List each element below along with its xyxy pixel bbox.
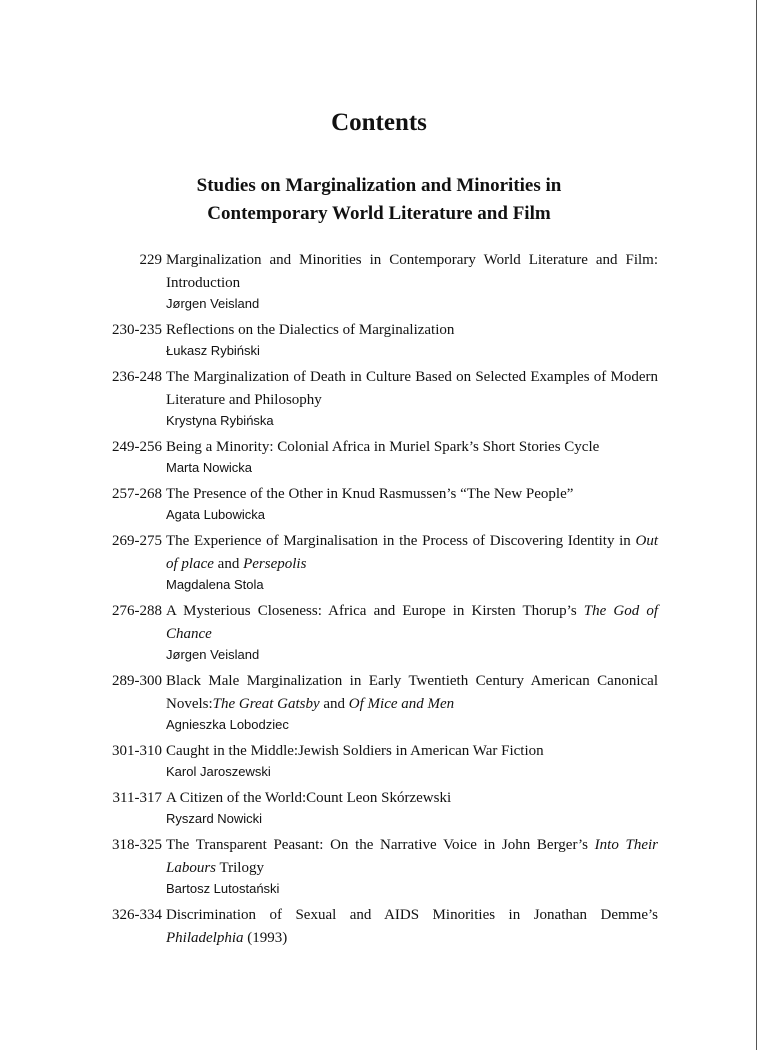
toc-entry-title-italic: Philadelphia [166,930,244,946]
toc-entry-title-text: Reflections on the Dialectics of Marginalization [166,322,455,338]
toc-entry-title-italic: Out of place [166,533,658,572]
toc-entry [96,834,658,898]
toc-entry-title-text: (1993) [243,930,288,946]
toc-entry [96,787,658,828]
toc-entry-pages: 236-248 [112,369,162,385]
toc-entry-title-italic: Into Their Labours [166,837,658,876]
toc-entry-title-italic: The God of Chance [166,603,659,642]
toc-entry-title [166,834,658,880]
page-title: Contents [331,109,427,136]
toc-entry-title [166,483,658,506]
toc-entry-title [166,319,658,342]
toc-entry [96,483,658,524]
toc-entry [96,249,658,313]
section-heading-line-2: Contemporary World Literature and Film [207,203,551,224]
toc-entry-title-text: and [213,556,244,572]
toc-entry [96,319,658,360]
toc-entry-title-text: The Marginalization of Death in Culture Based on Selected Examples of Modern Literature and Philosophy [166,369,658,408]
toc-entry [96,740,658,781]
toc-entry-title-text: Black Male Marginalization in Early Twentieth Century American Canonical Novels: [166,673,658,712]
toc-entry-title-text: Discrimination of Sexual and AIDS Minorities in Jonathan Demme’s [166,907,658,923]
page-edge-rule [756,0,757,1050]
toc-entry-pages: 326-334 [112,907,162,923]
toc-entry [96,436,658,477]
toc-entry-title [166,366,658,412]
toc-entry-title [166,740,658,763]
toc-entry [96,530,658,594]
section-heading [0,172,758,228]
toc-entry-pages: 318-325 [112,837,162,853]
toc-entry-author: Ryszard Nowicki [166,811,263,826]
toc-entry [96,904,658,950]
toc-entry-title [166,600,658,646]
toc-entry-pages: 230-235 [112,322,162,338]
toc-entry-title-text: and [319,696,349,712]
section-heading-line-1: Studies on Marginalization and Minorities in [196,175,562,196]
toc-entry-title-text: A Mysterious Closeness: Africa and Europe in Kirsten Thorup’s [166,603,584,619]
toc-entry-title-text: Marginalization and Minorities in Contemporary World Literature and Film: Introduction [166,252,658,291]
toc-entry-title [166,530,658,576]
toc-entry-author: Jørgen Veisland [166,647,260,662]
toc-entry-title [166,787,658,810]
toc-entry-author: Karol Jaroszewski [166,764,271,779]
toc-entry-pages: 301-310 [112,743,162,759]
toc-entry-author: Łukasz Rybiński [166,343,260,358]
toc-entry-title-text: Trilogy [216,860,264,876]
toc-entry-title-text: The Presence of the Other in Knud Rasmussen’s “The New People” [166,486,574,502]
toc-entry [96,600,658,664]
toc-entry-title [166,670,658,716]
toc-entry-pages: 269-275 [112,533,162,549]
toc-entry-title-text: The Experience of Marginalisation in the Process of Discovering Identity in [166,533,636,549]
toc-entry-pages: 311-317 [112,790,162,806]
toc-entry-title-italic: Of Mice and Men [348,696,455,712]
toc-entry [96,670,658,734]
toc-entry-title [166,249,658,295]
toc-entry-pages: 249-256 [112,439,162,455]
toc-entry [96,366,658,430]
toc-entry-pages: 257-268 [112,486,162,502]
toc-entry-title-text: The Transparent Peasant: On the Narrative Voice in John Berger’s [166,837,595,853]
toc-entry-pages: 276-288 [112,603,162,619]
toc-entry-title-italic: The Great Gatsby [212,696,320,712]
toc-entry-author: Bartosz Lutostański [166,881,280,896]
toc-entry-author: Krystyna Rybińska [166,413,274,428]
toc-entry-title-italic: Persepolis [243,556,307,572]
toc-entry-pages: 229 [139,252,162,268]
toc-entry-author: Agata Lubowicka [166,507,266,522]
toc-entry-author: Magdalena Stola [166,577,264,592]
toc-entry-title-text: A Citizen of the World:Count Leon Skórzewski [166,790,452,806]
toc-entry-author: Jørgen Veisland [166,296,260,311]
toc-entry-title-text: Being a Minority: Colonial Africa in Muriel Spark’s Short Stories Cycle [166,439,600,455]
toc-entry-author: Agnieszka Lobodziec [166,717,289,732]
toc-entry-title [166,436,658,459]
toc-entry-pages: 289-300 [112,673,162,689]
toc-entry-author: Marta Nowicka [166,460,252,475]
toc-entry-title [166,904,658,950]
table-of-contents [96,249,658,956]
toc-entry-title-text: Caught in the Middle:Jewish Soldiers in American War Fiction [166,743,544,759]
